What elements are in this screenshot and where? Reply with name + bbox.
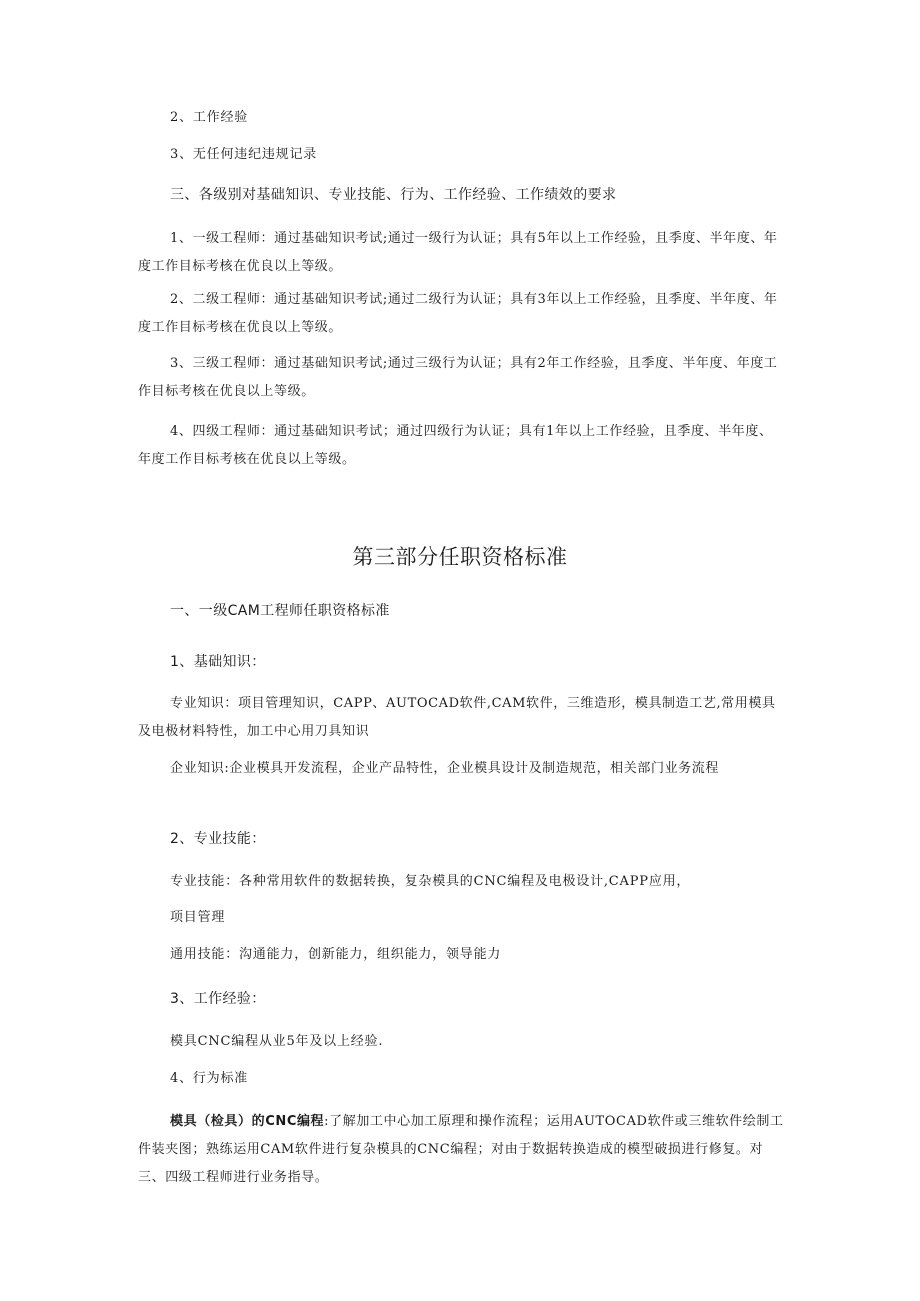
behavior-text: :了解加工中心加工原理和操作流程；运用AUTOCAD软件或三维软件绘制工件装夹图；熟练运用CAM软件进行复杂模具的CNC编程；对由于数据转换造成的模型破损进行修复。对三、四级工程师进行业务指导。 bbox=[138, 1114, 784, 1185]
project-management: 项目管理 bbox=[170, 910, 226, 925]
level-2-requirement: 2、二级工程师：通过基础知识考试;通过二级行为认证；具有3年以上工作经验，且季度、半年度、年度工作目标考核在优良以上等级。 bbox=[138, 292, 778, 335]
level-4-requirement: 4、四级工程师：通过基础知识考试；通过四级行为认证；具有1年以上工作经验，且季度、半年度、年度工作目标考核在优良以上等级。 bbox=[138, 424, 773, 467]
item-no-violation: 3、无任何违纪违规记录 bbox=[170, 147, 318, 162]
professional-knowledge: 专业知识：项目管理知识，CAPP、AUTOCAD软件,CAM软件，三维造形，模具制造工艺,常用模具及电极材料特性，加工中心用刀具知识 bbox=[138, 696, 776, 739]
enterprise-knowledge: 企业知识:企业模具开发流程，企业产品特性，企业模具设计及制造规范，相关部门业务流程 bbox=[170, 761, 719, 776]
behavior-heading: 4、行为标准 bbox=[170, 1071, 249, 1086]
page-title: 第三部分任职资格标准 bbox=[352, 545, 568, 569]
general-skills: 通用技能：沟通能力，创新能力，组织能力，领导能力 bbox=[170, 947, 502, 962]
item-work-experience: 2、工作经验 bbox=[170, 110, 249, 125]
experience-text: 模具CNC编程从业5年及以上经验. bbox=[170, 1034, 384, 1049]
experience-heading: 3、工作经验： bbox=[170, 991, 266, 1007]
section-three-heading: 三、各级别对基础知识、专业技能、行为、工作经验、工作绩效的要求 bbox=[170, 187, 617, 203]
knowledge-heading: 1、基础知识： bbox=[170, 654, 266, 670]
behavior-standard bbox=[138, 1108, 784, 1192]
skills-heading: 2、专业技能： bbox=[170, 831, 266, 847]
level-3-requirement: 3、三级工程师：通过基础知识考试;通过三级行为认证；具有2年工作经验，且季度、半年度、年度工作目标考核在优良以上等级。 bbox=[138, 356, 778, 399]
behavior-lead: 模具（检具）的CNC编程 bbox=[170, 1114, 325, 1129]
cam-engineer-heading: 一、一级CAM工程师任职资格标准 bbox=[170, 603, 390, 619]
professional-skills: 专业技能：各种常用软件的数据转换，复杂模具的CNC编程及电极设计,CAPP应用， bbox=[170, 874, 691, 889]
level-1-requirement: 1、一级工程师：通过基础知识考试;通过一级行为认证；具有5年以上工作经验，且季度、半年度、年度工作目标考核在优良以上等级。 bbox=[138, 231, 778, 274]
